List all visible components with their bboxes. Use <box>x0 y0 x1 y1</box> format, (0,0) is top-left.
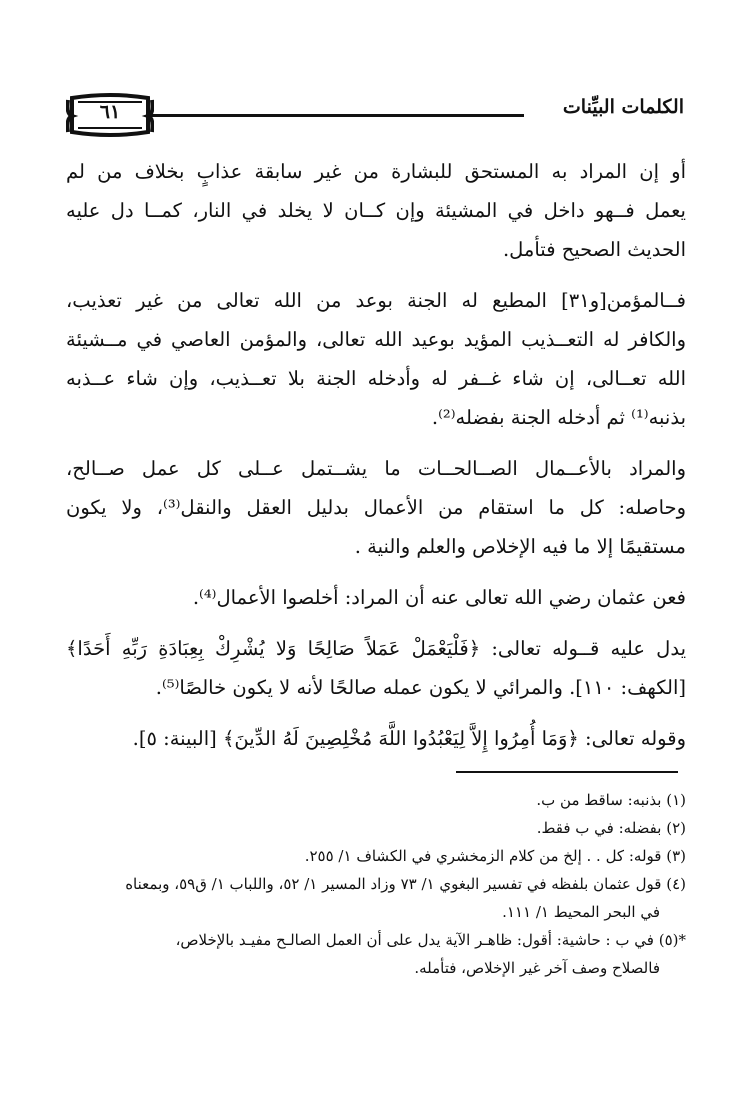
footnotes <box>66 786 686 982</box>
paragraph <box>66 152 686 269</box>
text-line: مستقيمًا إلا ما فيه الإخلاص والعلم والنية . <box>354 535 686 558</box>
quran-verse-line: وقوله تعالى: ﴿وَمَا أُمِرُوا إِلاَّ لِيَعْبُدُوا اللَّهَ مُخْلِصِينَ لَهُ الدِّينَ﴾ [البينة: ٥]. <box>132 727 686 750</box>
header-rule <box>150 114 524 117</box>
page-number: ٦١ <box>99 101 121 123</box>
page-number-ornament <box>66 92 154 138</box>
footnote-text: في ب : حاشية: أقول: ظاهـر الآية يدل على أن العمل الصالـح مفيـد بالإخلاص، <box>175 931 654 949</box>
footnote <box>66 870 686 926</box>
footnote <box>66 814 686 842</box>
text-line: والكافر له التعــذيب المؤيد بوعيد الله تعالى، والمؤمن العاصي في مــشيئة <box>66 328 686 351</box>
footnote-continuation: فالصلاح وصف آخر غير الإخلاص، فتأمله. <box>414 959 660 977</box>
main-text <box>66 152 686 758</box>
paragraph <box>66 629 686 707</box>
text-line: يعمل فــهو داخل في المشيئة وإن كــان لا يخلد في النار، كمــا دل عليه <box>66 199 686 222</box>
footnote-continuation: في البحر المحيط ١/ ١١١. <box>502 903 660 921</box>
text-line: وحاصله: كل ما استقام من الأعمال بدليل العقل والنقل⁽³⁾، ولا يكون <box>66 496 687 519</box>
paragraph <box>66 281 686 437</box>
footnote-mark: (٣) <box>666 847 686 865</box>
footnote <box>66 926 686 982</box>
footnote-text: بفضله: في ب فقط. <box>536 819 662 837</box>
text-line: فعن عثمان رضي الله تعالى عنه أن المراد: أخلصوا الأعمال⁽⁴⁾. <box>192 586 686 609</box>
footnote-mark: (٤) <box>666 875 686 893</box>
paragraph <box>66 449 686 566</box>
text-line: أو إن المراد به المستحق للبشارة من غير سابقة عذابٍ بخلاف من لم <box>66 160 686 183</box>
text-line: الحديث الصحيح فتأمل. <box>502 238 686 261</box>
text-line: والمراد بالأعــمال الصــالحــات ما يشــتمل عــلى كل عمل صــالح، <box>66 457 686 480</box>
running-title: الكلمات البيِّنات <box>562 96 684 118</box>
footnote <box>66 842 686 870</box>
paragraph <box>66 578 686 617</box>
text-line: بذنبه⁽¹⁾ ثم أدخله الجنة بفضله⁽²⁾. <box>431 406 686 429</box>
paragraph <box>66 719 686 758</box>
footnote-text: بذنبه: ساقط من ب. <box>536 791 662 809</box>
footnote <box>66 786 686 814</box>
footnote-mark: *(٥) <box>658 931 686 949</box>
footnote-text: قوله: كل . . إلخ من كلام الزمخشري في الكشاف ١/ ٢٥٥. <box>304 847 662 865</box>
text-line: [الكهف: ١١٠]. والمرائي لا يكون عمله صالحًا لأنه لا يكون خالصًا⁽⁵⁾. <box>155 676 686 699</box>
quran-verse-line: يدل عليه قــوله تعالى: ﴿فَلْيَعْمَلْ عَمَلاً صَالِحًا وَلا يُشْرِكْ بِعِبَادَةِ رَبِّهِ أَحَدًا﴾ <box>66 637 686 660</box>
footnote-mark: (١) <box>666 791 686 809</box>
text-line: الله تعــالى، إن شاء غــفر له وأدخله الجنة بلا تعــذيب، وإن شاء عــذبه <box>66 367 686 390</box>
text-line: فــالمؤمن[و٣١] المطيع له الجنة بوعد من الله تعالى من غير تعذيب، <box>66 289 686 312</box>
footnote-separator <box>456 771 678 773</box>
page-header <box>66 92 684 142</box>
footnote-mark: (٢) <box>666 819 686 837</box>
footnote-text: قول عثمان بلفظه في تفسير البغوي ١/ ٧٣ وزاد المسير ١/ ٥٢، واللباب ١/ ق٥٩، وبمعناه <box>125 875 662 893</box>
